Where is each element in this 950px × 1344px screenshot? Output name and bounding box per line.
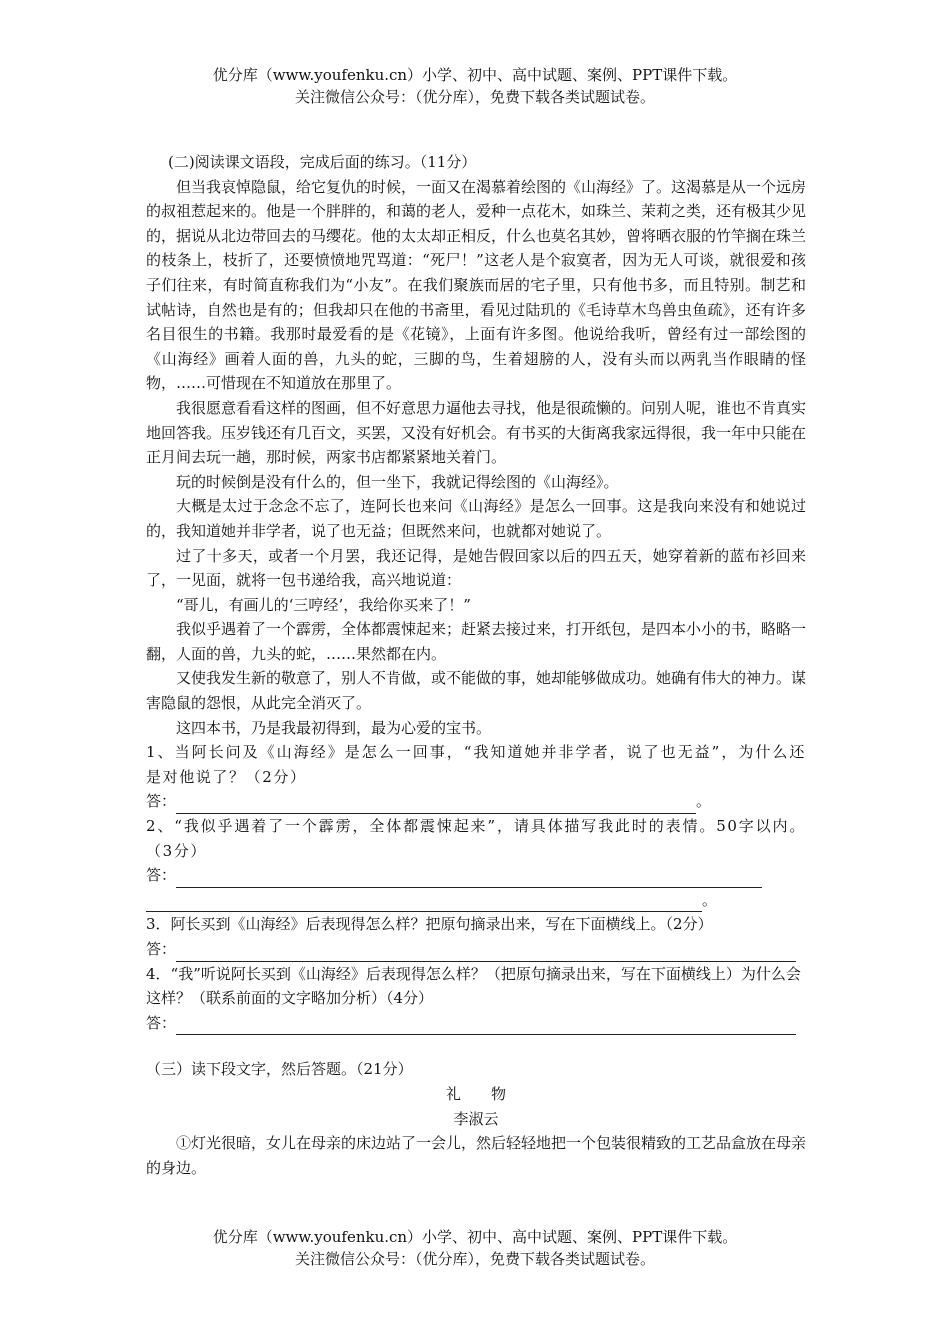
essay-author: 李淑云 — [453, 1109, 499, 1128]
answer-period: 。 — [702, 890, 718, 909]
answer-period: 。 — [696, 792, 712, 811]
answer-row-2 — [146, 863, 806, 888]
essay-title: 礼 物 — [445, 1084, 506, 1103]
answer-label: 答： — [146, 1013, 177, 1032]
answer-blank-1[interactable] — [176, 797, 696, 814]
answer-blank-4[interactable] — [176, 1018, 796, 1035]
passage-paragraph: 大概是太过于念念不忘了，连阿长也来问《山海经》是怎么一回事。这是我向来没有和她说过的，我知道她并非学者，说了也无益；但既然来问，也就都对她说了。 — [146, 497, 806, 540]
answer-label: 答： — [146, 866, 177, 885]
passage-paragraph: 我很愿意看看这样的图画，但不好意思力逼他去寻找，他是很疏懒的。问别人呢，谁也不肯真实地回答我。压岁钱还有几百文，买罢，又没有好机会。有书买的大街离我家远得很，我一年中只能在正月间去玩一趟，那时候，两家书店都紧紧地关着门。 — [146, 398, 807, 467]
page-footer — [0, 1226, 950, 1270]
passage-paragraph: 又使我发生新的敬意了，别人不肯做，或不能做的事，她却能够做成功。她确有伟大的神力。谋害隐鼠的怨恨，从此完全消灭了。 — [146, 669, 807, 713]
question-4: 4．“我”听说阿长买到《山海经》后表现得怎么样？（把原句摘录出来，写在下面横线上）为什么会这样？（联系前面的文字略加分析）（4分） — [146, 964, 801, 1008]
main-content — [146, 150, 806, 1180]
answer-blank-2b[interactable] — [146, 895, 702, 912]
answer-blank-3[interactable] — [176, 945, 796, 962]
answer-row-1 — [146, 789, 806, 814]
section-gap — [146, 1035, 806, 1057]
passage-paragraph: 玩的时候倒是没有什么的，但一坐下，我就记得绘图的《山海经》。 — [176, 472, 619, 491]
answer-blank-2a[interactable] — [176, 871, 762, 888]
footer-line-2: 关注微信公众号：（优分库），免费下载各类试题试卷。 — [294, 1250, 655, 1268]
section-3-title: （三）读下段文字，然后答题。（21分） — [146, 1060, 413, 1079]
question-1: 1、当阿长问及《山海经》是怎么一回事，“我知道她并非学者，说了也无益”，为什么还是对他说了？（2分） — [146, 743, 806, 786]
answer-row-3 — [146, 937, 806, 962]
passage-paragraph: 过了十多天，或者一个月罢，我还记得，是她告假回家以后的四五天，她穿着新的蓝布衫回来了，一见面，就将一包书递给我，高兴地说道： — [146, 546, 806, 590]
question-2: 2、“我似乎遇着了一个霹雳，全体都震悚起来”，请具体描写我此时的表情。50字以内。（3分） — [146, 817, 806, 860]
passage-paragraph: 这四本书，乃是我最初得到，最为心爱的宝书。 — [176, 718, 492, 737]
passage-paragraph: “哥儿，有画儿的‘三哼经’，我给你买来了！” — [176, 595, 471, 614]
answer-row-4 — [146, 1011, 806, 1036]
section-2-title: (二)阅读课文语段，完成后面的练习。（11分） — [168, 153, 477, 171]
passage-paragraph: 但当我哀悼隐鼠，给它复仇的时候，一面又在渴慕着绘图的《山海经》了。这渴慕是从一个远房的叔祖惹起来的。他是一个胖胖的，和蔼的老人，爱种一点花木，如珠兰、茉莉之类，还有极其少见的，据说从北边带回去的马缨花。他的太太却正相反，什么也莫名其妙，曾将晒衣服的竹竿搁在珠兰的枝条上，枝折了，还要愤愤地咒骂道：“死尸！”这老人是个寂寞者，因为无人可谈，就很爱和孩子们往来，有时简直称我们为“小友”。在我们聚族而居的宅子里，只有他书多，而且特别。制艺和试帖诗，自然也是有的；但我却只在他的书斋里，看见过陆玑的《毛诗草木鸟兽虫鱼疏》，还有许多名目很生的书籍。我那时最爱看的是《花镜》，上面有许多图。他说给我听，曾经有过一部绘图的《山海经》画着人面的兽，九头的蛇，三脚的鸟，生着翅膀的人，没有头而以两乳当作眼睛的怪物，……可惜现在不知道放在那里了。 — [146, 177, 807, 393]
header-line-1: 优分库（www.youfenku.cn）小学、初中、高中试题、案例、PPT课件下载。 — [212, 66, 738, 84]
question-3: 3．阿长买到《山海经》后表现得怎么样？把原句摘录出来，写在下面横线上。（2分） — [146, 915, 713, 934]
passage-paragraph: 我似乎遇着了一个霹雳，全体都震悚起来；赶紧去接过来，打开纸包，是四本小小的书，略略一翻，人面的兽，九头的蛇，……果然都在内。 — [146, 620, 807, 663]
footer-line-1: 优分库（www.youfenku.cn）小学、初中、高中试题、案例、PPT课件下载。 — [212, 1228, 738, 1246]
essay-paragraph-1: ①灯光很暗，女儿在母亲的床边站了一会儿，然后轻轻地把一个包装很精致的工艺品盒放在母亲的身边。 — [146, 1134, 807, 1177]
answer-label: 答： — [146, 940, 177, 958]
answer-label: 答： — [146, 792, 177, 811]
page-header — [0, 64, 950, 108]
header-line-2: 关注微信公众号：（优分库），免费下载各类试题试卷。 — [294, 88, 655, 106]
answer-row-2b — [146, 888, 806, 913]
